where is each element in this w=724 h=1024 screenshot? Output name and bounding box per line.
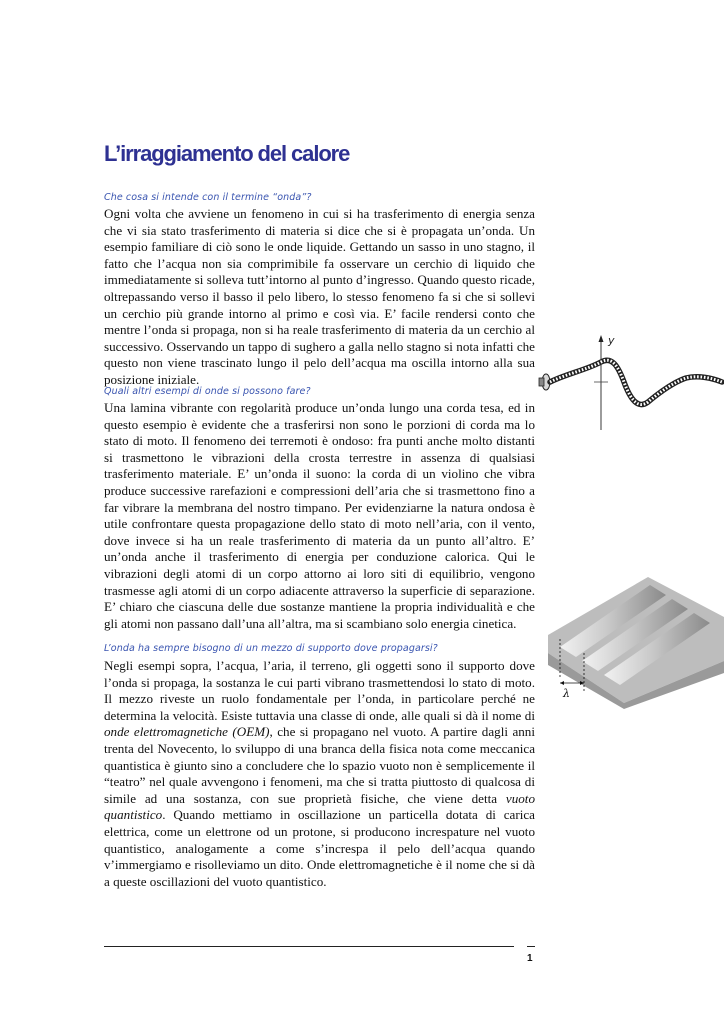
section-paragraph-2: Una lamina vibrante con regolarità produce un’onda lungo una corda tesa, ed in questo esempio è evidente che a trasferirsi non sono le porzioni di corda ma lo stato di moto. Il fenomeno dei terremoti è ondoso: fra punti anche molto distanti si trasmettono le vibrazioni della crosta terrestre in assenza di qualsiasi trasferimento materiale. E’ un’onda il suono: la corda di un violino che vibra produce successive rarefazioni e compressioni dell’aria che si trasmettono fino a far vibrare la membrana del nostro timpano. Per evidenziarne la natura ondosa è utile confrontare questa propagazione dello stato di moto nell’aria, con il vento, dove invece si ha un reale trasferimento di materia da un punto all’altro. E’ un’onda anche il trasferimento di energia per conduzione calorica. Qui le vibrazioni degli atomi di un corpo attorno ai loro siti di equilibrio, vengono trasmesse agli atomi di un corpo adiacente attraverso la superficie di separazione. E’ chiaro che ciascuna delle due sostanze mantiene la propria individualità e che gli atomi non passano dall’una all’altra, ma si scambiano solo energia cinetica. — [104, 400, 535, 631]
rope-axis-label: y — [608, 334, 615, 347]
section-paragraph-3 — [104, 658, 535, 890]
footer-rule — [104, 946, 514, 947]
section-paragraph-1: Ogni volta che avviene un fenomeno in cui si ha trasferimento di energia senza che vi sia stato trasferimento di materia si dice che si è propagata un’onda. Un esempio familiare di ciò sono le onde liquide. Gettando un sasso in uno stagno, il fatto che l’acqua non sia comprimibile fa osservare un cerchio di liquido che immediatamente si solleva tutt’intorno al punto d’ingresso. Quando questo ricade, oltrepassando verso il basso il pelo libero, lo stesso fenomeno fa si che si sollevi un cerchio più grande intorno al primo e così via. E’ facile rendersi conto che mentre l’onda si propaga, non si ha reale trasferimento di materia da un cerchio al successivo. Osservando un tappo di sughero a galla nello stagno si nota infatti che questo non viene trascinato lungo il pelo dell’acqua ma oscilla intorno alla sua posizione iniziale. — [104, 206, 535, 387]
rope-body — [550, 360, 722, 404]
lamina-mount — [539, 378, 544, 386]
paragraph-3-text-c: , che si propagano nel vuoto. A partire dagli anni trenta del Novecento, lo sviluppo di una branca della fisica nota come meccanica quantistica è giunto sino a concludere che lo spazio vuoto non è semplicemente il “teatro” nel quale avvengono i fenomeni, ma che si tratta piuttosto di qualcosa di simile ad una sostanza, con sue proprietà fisiche, che viene detta — [104, 724, 535, 806]
rope-wave-figure — [536, 326, 724, 431]
page-number: 1 — [527, 953, 533, 964]
paragraph-3-text-e: . Quando mettiamo in oscillazione un particella dotata di carica elettrica, come un elettrone od un protone, si producono increspature nel vuoto quantistico, analogamente a come s’increspa il pelo dell’acqua quando v’immergiamo e risolleviamo un dito. Onde elettromagnetiche è il nome che si dà a queste oscillazioni del vuoto quantistico. — [104, 807, 535, 889]
paragraph-3-text-a: Negli esempi sopra, l’acqua, l’aria, il terreno, gli oggetti sono il supporto dove l’onda si propaga, la sostanza le cui parti vibrano trasmettendosi lo stato di moto. Il mezzo riveste un ruolo fondamentale per l’onda, in particolare perché ne determina la velocità. Esiste tuttavia una classe di onde, alle quali si dà il nome di — [104, 658, 535, 723]
paragraph-3-term-oem: onde elettromagnetiche (OEM) — [104, 724, 270, 740]
section-question-1: Che cosa si intende con il termine “onda”? — [104, 192, 312, 203]
wavelength-arrow-head-left — [560, 681, 564, 685]
footer-rule-tick — [527, 946, 535, 947]
rope-axis-arrow — [599, 335, 604, 342]
wavelength-label: λ — [563, 687, 570, 700]
page-title: L’irraggiamento del calore — [104, 141, 350, 166]
section-question-2: Quali altri esempi di onde si possono fare? — [104, 386, 311, 397]
wave-surface-figure — [540, 575, 724, 710]
rope-twist-texture — [550, 360, 722, 404]
paragraph-3-term-vuoto: vuoto quantistico — [104, 790, 535, 823]
section-question-3: L’onda ha sempre bisogno di un mezzo di supporto dove propagarsi? — [104, 643, 438, 654]
